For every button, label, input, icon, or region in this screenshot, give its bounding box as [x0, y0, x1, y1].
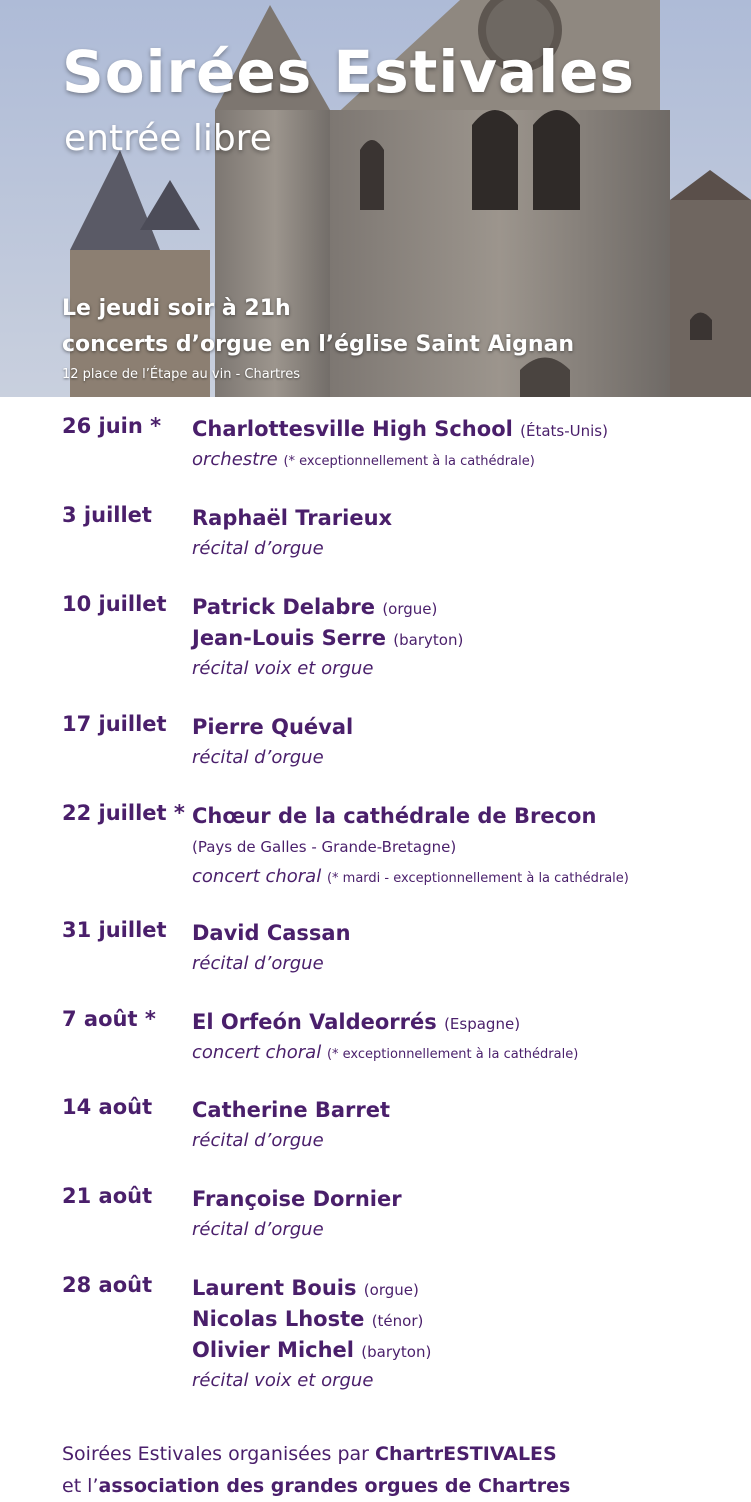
performer-origin: (Pays de Galles - Grande-Bretagne): [192, 838, 457, 856]
schedule-text: Le jeudi soir à 21h: [62, 296, 291, 321]
footer-text: Soirées Estivales organisées par: [62, 1443, 369, 1465]
event-date: 7 août *: [62, 1007, 156, 1031]
poster-title: Soirées Estivales: [62, 38, 635, 106]
event-date: 22 juillet *: [62, 801, 185, 825]
event-details: [192, 1273, 742, 1396]
event-genre: [192, 949, 742, 979]
performer: [192, 592, 742, 623]
genre-note: (* mardi - exceptionnellement à la cathédrale): [326, 871, 629, 886]
performer-name: Patrick Delabre: [192, 595, 375, 619]
performer-note: (baryton): [361, 1343, 432, 1361]
organizer-name: association des grandes orgues de Chartres: [98, 1475, 571, 1497]
event-genre: [192, 1215, 742, 1245]
performer: [192, 1007, 742, 1038]
event-details: [192, 414, 742, 475]
performer-name: Jean-Louis Serre: [192, 626, 386, 650]
performer: [192, 503, 742, 534]
event-date: 17 juillet: [62, 712, 167, 736]
genre-label: concert choral: [192, 1042, 322, 1063]
event-genre: [192, 654, 742, 684]
event-details: [192, 1095, 742, 1156]
event-date: 31 juillet: [62, 918, 167, 942]
event-details: [192, 712, 742, 773]
performer: [192, 1335, 742, 1366]
event-date: 21 août: [62, 1184, 153, 1208]
performer-note: (ténor): [371, 1312, 424, 1330]
footer-text: et l’: [62, 1475, 99, 1497]
genre-label: récital d’orgue: [192, 1130, 324, 1151]
event-genre: [192, 1038, 742, 1068]
performer-name: Pierre Quéval: [192, 715, 354, 739]
organizer-name: ChartrESTIVALES: [375, 1443, 557, 1465]
performer-note: (orgue): [382, 600, 438, 618]
event-details: [192, 503, 742, 564]
event-date: 10 juillet: [62, 592, 167, 616]
performer: [192, 623, 742, 654]
performer-name: Catherine Barret: [192, 1098, 391, 1122]
event-genre: [192, 1126, 742, 1156]
performer-name: Laurent Bouis: [192, 1276, 357, 1300]
performer-name: David Cassan: [192, 921, 351, 945]
event-genre: [192, 743, 742, 773]
event-details: [192, 592, 742, 684]
event-details: [192, 1007, 742, 1068]
performer: [192, 712, 742, 743]
genre-label: orchestre: [192, 449, 278, 470]
event-date: 26 juin *: [62, 414, 162, 438]
poster-subtitle: entrée libre: [64, 118, 272, 159]
genre-note: (* exceptionnellement à la cathédrale): [326, 1047, 579, 1062]
event-genre: [192, 1366, 742, 1396]
performer: [192, 1095, 742, 1126]
genre-label: récital d’orgue: [192, 747, 324, 768]
performer-name: El Orfeón Valdeorrés: [192, 1010, 437, 1034]
performer-name: Charlottesville High School: [192, 417, 513, 441]
performer-name: Olivier Michel: [192, 1338, 354, 1362]
performer-note: (États-Unis): [520, 422, 608, 440]
event-genre: [192, 862, 742, 892]
footer-line-1: [62, 1438, 570, 1470]
performer: [192, 414, 742, 445]
hero-banner: [0, 0, 751, 397]
performer-note: (baryton): [393, 631, 464, 649]
genre-label: récital voix et orgue: [192, 1370, 374, 1391]
performer-note: (orgue): [363, 1281, 419, 1299]
event-genre: [192, 445, 742, 475]
organizers-footer: [62, 1438, 570, 1502]
concert-description: concerts d’orgue en l’église Saint Aignan: [62, 332, 575, 357]
event-details: [192, 918, 742, 979]
genre-label: récital d’orgue: [192, 953, 324, 974]
genre-label: concert choral: [192, 866, 322, 887]
performer: [192, 1184, 742, 1215]
performer: [192, 918, 742, 949]
genre-label: récital d’orgue: [192, 538, 324, 559]
performer-note: (Espagne): [444, 1015, 521, 1033]
performer-name: Françoise Dornier: [192, 1187, 402, 1211]
genre-label: récital voix et orgue: [192, 658, 374, 679]
event-details: [192, 801, 742, 892]
footer-line-2: [62, 1470, 570, 1502]
genre-label: récital d’orgue: [192, 1219, 324, 1240]
event-date: 28 août: [62, 1273, 153, 1297]
event-genre: [192, 534, 742, 564]
genre-note: (* exceptionnellement à la cathédrale): [283, 454, 535, 469]
performer: [192, 801, 742, 832]
performer: [192, 1273, 742, 1304]
performer-name: Chœur de la cathédrale de Brecon: [192, 804, 597, 828]
venue-address: 12 place de l’Étape au vin - Chartres: [62, 367, 300, 382]
performer-name: Raphaël Trarieux: [192, 506, 393, 530]
event-date: 14 août: [62, 1095, 153, 1119]
performer: [192, 1304, 742, 1335]
performer-name: Nicolas Lhoste: [192, 1307, 365, 1331]
event-details: [192, 1184, 742, 1245]
event-date: 3 juillet: [62, 503, 152, 527]
